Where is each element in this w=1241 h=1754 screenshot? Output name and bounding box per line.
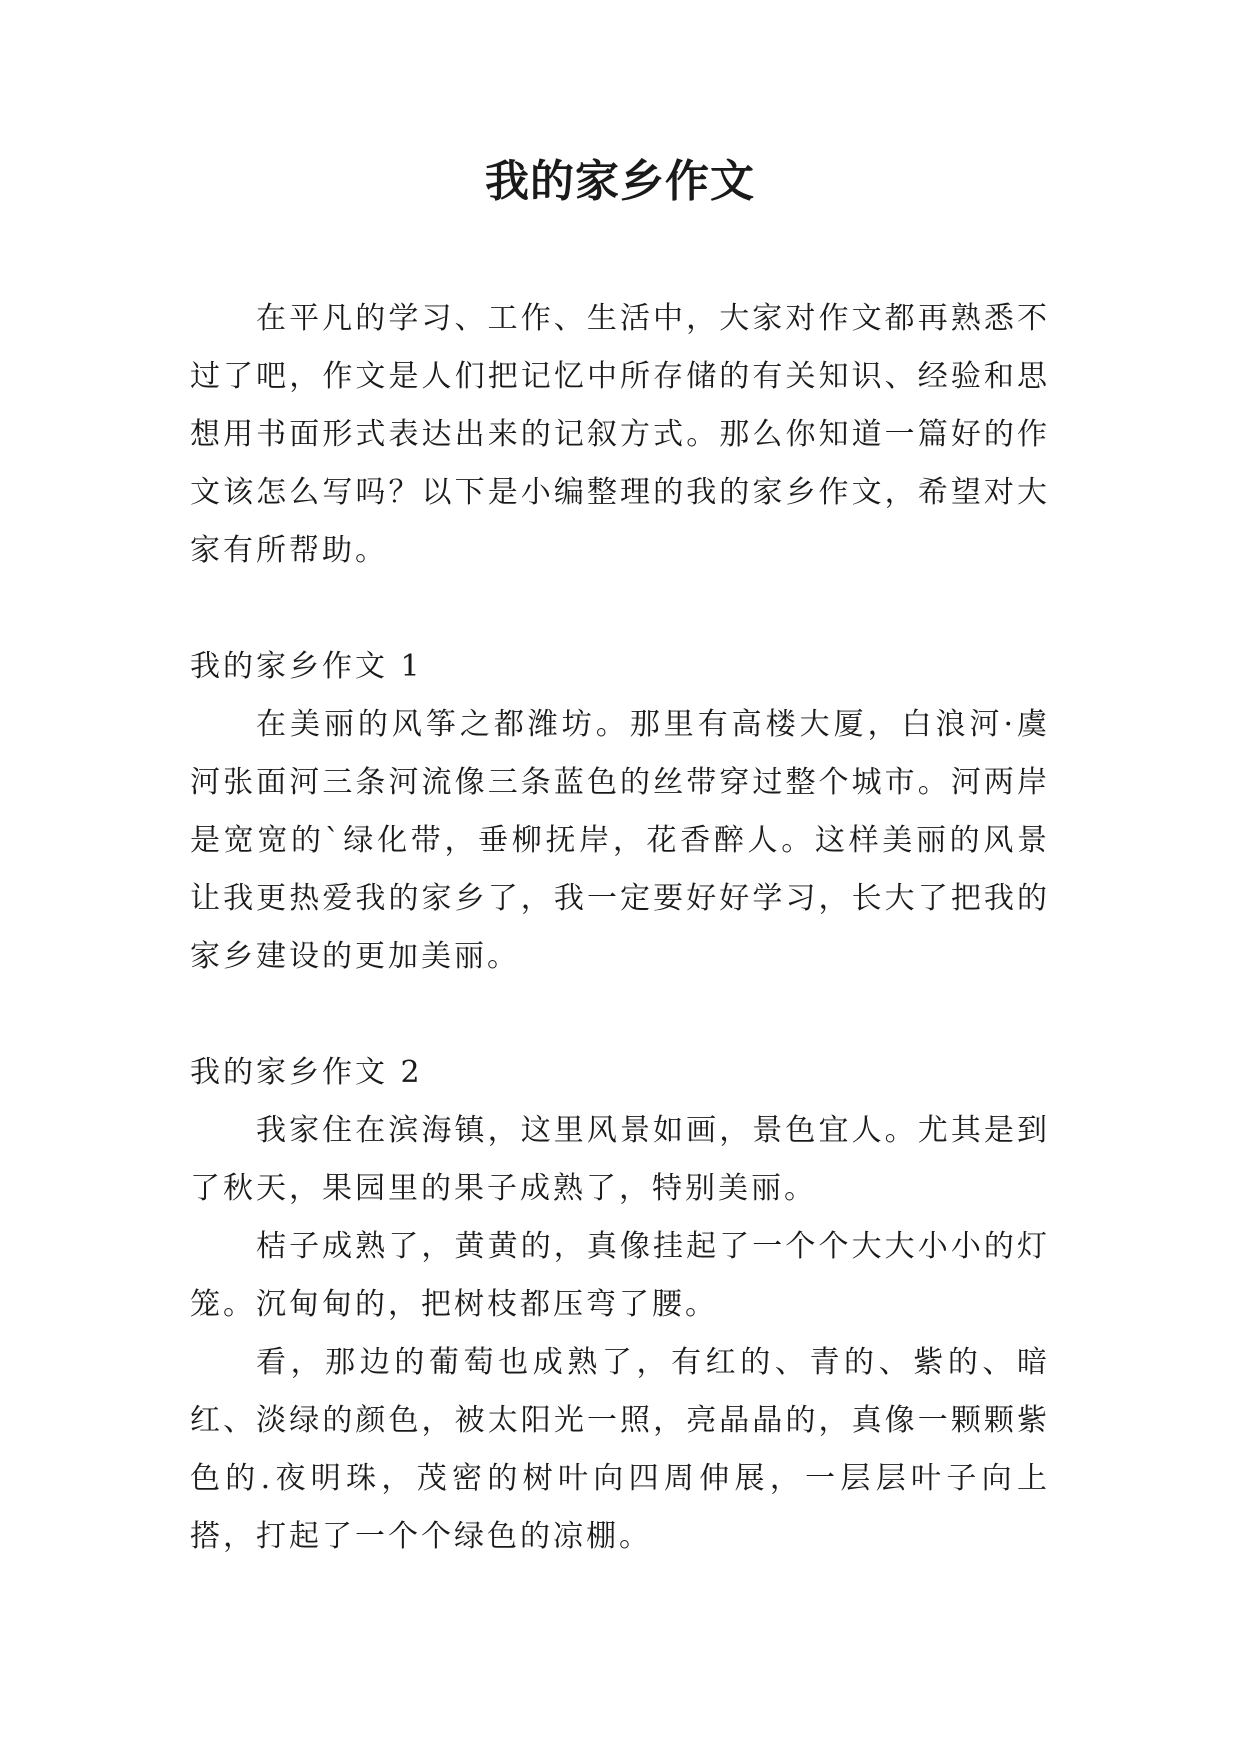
section-1-paragraph-1: 在美丽的风筝之都潍坊。那里有高楼大厦，白浪河·虞河张面河三条河流像三条蓝色的丝带穿过整个城市。河两岸是宽宽的`绿化带，垂柳抚岸，花香醉人。这样美丽的风景让我更热爱我的家乡了，我一定要好好学习，长大了把我的家乡建设的更加美丽。 — [190, 707, 1050, 974]
page-title: 我的家乡作文 — [485, 156, 755, 207]
intro-paragraph: 在平凡的学习、工作、生活中，大家对作文都再熟悉不过了吧，作文是人们把记忆中所存储的有关知识、经验和思想用书面形式表达出来的记叙方式。那么你知道一篇好的作文该怎么写吗？以下是小编整理的我的家乡作文，希望对大家有所帮助。 — [190, 301, 1050, 568]
paragraph-spacer — [190, 986, 1050, 1044]
section-heading-1: 我的家乡作文 1 — [190, 649, 423, 684]
document-body — [190, 290, 1050, 1566]
section-heading-2: 我的家乡作文 2 — [190, 1055, 423, 1090]
section-2-paragraph-2: 桔子成熟了，黄黄的，真像挂起了一个个大大小小的灯笼。沉甸甸的，把树枝都压弯了腰。 — [190, 1229, 1050, 1322]
section-2-paragraph-3: 看，那边的葡萄也成熟了，有红的、青的、紫的、暗红、淡绿的颜色，被太阳光一照，亮晶晶的，真像一颗颗紫色的.夜明珠，茂密的树叶向四周伸展，一层层叶子向上搭，打起了一个个绿色的凉棚。 — [190, 1345, 1050, 1554]
paragraph-spacer — [190, 580, 1050, 638]
section-2-paragraph-1: 我家住在滨海镇，这里风景如画，景色宜人。尤其是到了秋天，果园里的果子成熟了，特别美丽。 — [190, 1113, 1050, 1206]
